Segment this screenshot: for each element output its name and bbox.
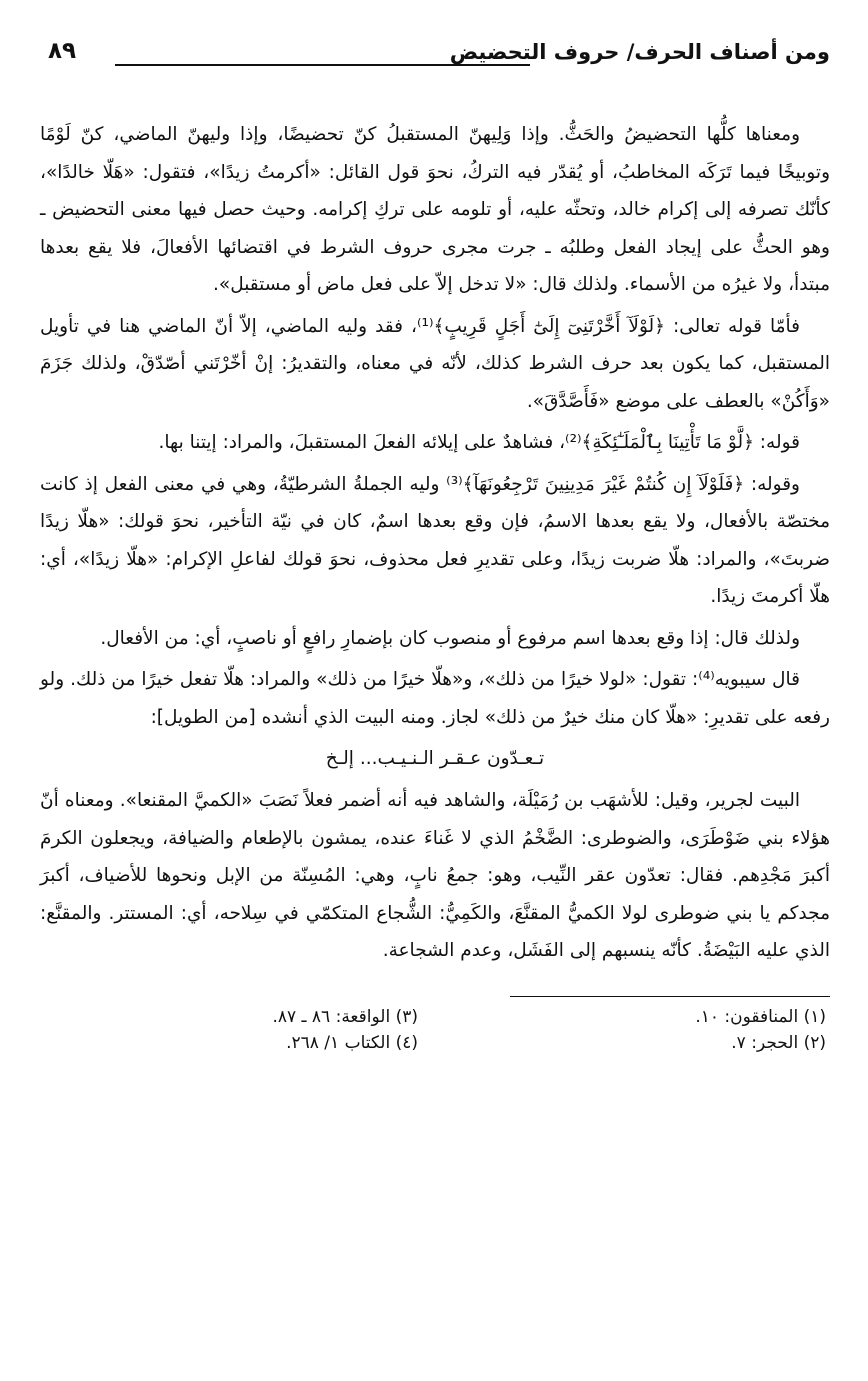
footnote: (٤) الكتاب ١/ ٢٦٨. xyxy=(286,1032,418,1053)
paragraph: ومعناها كلُّها التحضيضُ والحَثُّ. وإذا وَلِيهنّ المستقبلُ كنّ تحضيضًا، وإذا وليهنّ الماضي، كنّ لَوْمًا وتوبيخًا فيما تَرَكَه المخاطبُ، أو يُقدّر فيه التركُ، نحوَ قول القائل: «أكرمتُ زيدًا»، فتقول: «هَلّا خالدًا»، كأنّك تصرفه إلى إكرام خالد، وتحثّه عليه، أو تلومه على تركِ إكرامه. وحيث حصل فيها معنى التحضيض ـ وهو الحثُّ على إيجاد الفعل وطلبُه ـ جرت مجرى حروف الشرط في اقتضائها الأفعالَ، فلا يقع بعدها مبتدأ، ولا غيرُه من الأسماء. ولذلك قال: «لا تدخل إلاّ على فعل ماض أو مستقبل». xyxy=(40,124,830,295)
page-number: ٨٩ xyxy=(48,38,77,64)
paragraph: قوله: ﴿لَّوْ مَا تَأْتِينَا بِٱلْمَلَـٰٓئِكَةِ﴾⁽²⁾، فشاهدٌ على إيلائه الفعلَ المستقبلَ، والمراد: إيتنا بها. xyxy=(158,432,800,453)
footnotes xyxy=(40,1007,830,1053)
main-text xyxy=(40,116,830,970)
footnote-rule xyxy=(510,996,830,997)
poetry-verse: تـعـدّون عـقـر الـنـيـب... إلـخ xyxy=(325,748,545,769)
paragraph: البيت لجرير، وقيل: للأشهَب بن رُمَيْلَة، والشاهد فيه أنه أضمر فعلاً نَصَبَ «الكميَّ المقنعا». ومعناه أنّ هؤلاء بني ضَوْطَرَى، والضوطرى: الضَّخْمُ الذي لا غَناءَ عنده، يمشون بالإطعام والضيافة، ويجعلون الكرمَ أكبرَ مَجْدِهم. فقال: تعدّون عقر النِّيب، وهو: جمعُ نابٍ، وهي: المُسِنّة من الإبل ونحوها للأضياف، أكبرَ مجدكم يا بني ضوطرى لولا الكميُّ المقنَّعَ، والكَمِيُّ: الشُّجاع المتكمّي في سِلاحه، أي: المستتر. والمقنَّع: الذي عليه البَيْضَةُ. كأنّه ينسبهم إلى الفَشَل، وعدم الشجاعة. xyxy=(40,790,830,961)
book-page xyxy=(40,38,830,1053)
footnote: (٢) الحجر: ٧. xyxy=(731,1032,826,1053)
chapter-title: ومن أصناف الحرف/ حروف التحضيض xyxy=(449,40,830,64)
footnote: (٣) الواقعة: ٨٦ ـ ٨٧. xyxy=(272,1006,418,1027)
paragraph: فأمّا قوله تعالى: ﴿لَوْلَآ أَخَّرْتَنِىٓ إِلَىٰٓ أَجَلٍ قَرِيبٍ﴾⁽¹⁾، فقد وليه الماضي، إلاّ أنّ الماضي هنا في تأويل المستقبل، كما يكون بعد حرف الشرط كذلك، لأنّه في معناه، والتقديرُ: إنْ أخّرْتَني أصّدّقْ، ولذلك جَزَمَ «وَأَكُنْ» بالعطف على موضع «فَأَصَّدَّقَ». xyxy=(40,315,830,412)
paragraph: ولذلك قال: إذا وقع بعدها اسم مرفوع أو منصوب كان بإضمارِ رافعٍ أو ناصبٍ، أي: من الأفعال. xyxy=(100,627,800,649)
header-rule xyxy=(115,64,530,66)
footnote: (١) المنافقون: ١٠. xyxy=(695,1006,826,1027)
paragraph: قال سيبويه⁽⁴⁾: تقول: «لولا خيرًا من ذلك»، و«هلّا خيرًا من ذلك» والمراد: هلّا تفعل خيرًا من ذلك. ولو رفعه على تقديرِ: «هلّا كان منك خيرٌ من ذلك» لجاز. ومنه البيت الذي أنشده [من الطويل]: xyxy=(40,669,830,728)
paragraph: وقوله: ﴿فَلَوْلَآ إِن كُنتُمْ غَيْرَ مَدِينِينَ تَرْجِعُونَهَآ﴾⁽³⁾ وليه الجملةُ الشرطيّةُ، وهي في معنى الفعل إذ كانت مختصّة بالأفعال، ولا يقع بعدها الاسمُ، فإن وقع بعدها اسمٌ، كان في نيّة التأخير، نحوَ قولك: «هلّا زيدًا ضربتَ»، والمراد: هلّا ضربت زيدًا، وعلى تقديرِ فعل محذوف، نحوَ قولك لفاعلِ الإكرام: «هلّا زيدًا»، أي: هلّا أكرمتَ زيدًا. xyxy=(40,473,830,607)
running-header xyxy=(40,38,830,78)
